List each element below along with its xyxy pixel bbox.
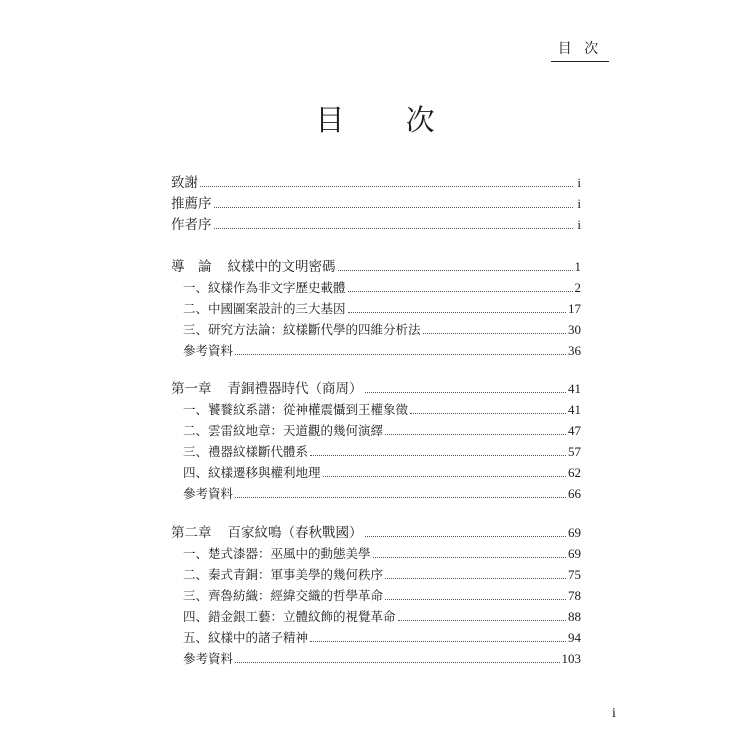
toc-section[interactable] <box>171 462 581 482</box>
toc-entry-page: 41 <box>568 381 581 396</box>
dot-leader <box>338 270 573 271</box>
toc-entry-page: 66 <box>568 486 581 501</box>
dot-leader <box>365 392 567 393</box>
section-title: 四、錯金銀工藝：立體紋飾的視覺革命 <box>183 609 396 624</box>
dot-leader <box>235 662 559 663</box>
section-title: 一、楚式漆器：巫風中的動態美學 <box>183 546 371 561</box>
toc-entry-page: 17 <box>568 301 581 316</box>
toc-references[interactable] <box>171 340 581 360</box>
dot-leader <box>385 434 566 435</box>
chapter-title: 紋樣中的文明密碼 <box>227 259 336 275</box>
dot-leader <box>385 578 566 579</box>
toc-section[interactable] <box>171 627 581 647</box>
section-title: 三、禮器紋樣斷代體系 <box>183 444 309 459</box>
toc-references[interactable] <box>171 648 581 668</box>
toc-chapter-1[interactable] <box>171 378 581 398</box>
toc-entry-page: i <box>577 175 581 190</box>
toc-entry-page: i <box>577 196 581 211</box>
section-title: 二、雲雷紋地章：天道觀的幾何演繹 <box>183 423 384 438</box>
toc-entry-page: 69 <box>568 546 581 561</box>
toc-section[interactable] <box>171 543 581 563</box>
dot-leader <box>348 312 566 313</box>
toc-chapter-2[interactable] <box>171 522 581 542</box>
chapter-label: 導 論 <box>171 259 212 275</box>
toc-entry-foreword[interactable] <box>171 193 581 213</box>
section-title: 四、紋樣遷移與權利地理 <box>183 465 321 480</box>
dot-leader <box>385 599 566 600</box>
section-title: 三、齊魯紡織：經緯交織的哲學革命 <box>183 588 384 603</box>
toc-entry-page: 47 <box>568 423 581 438</box>
toc-entry-page: 94 <box>568 630 581 645</box>
section-title: 三、研究方法論：紋樣斷代學的四維分析法 <box>183 322 421 337</box>
toc-entry-page: 62 <box>568 465 581 480</box>
dot-leader <box>373 557 566 558</box>
toc-section[interactable] <box>171 441 581 461</box>
toc-entry-preface[interactable] <box>171 214 581 234</box>
dot-leader <box>323 476 566 477</box>
toc-section[interactable] <box>171 585 581 605</box>
dot-leader <box>423 333 566 334</box>
toc-entry-page: 1 <box>574 259 581 274</box>
dot-leader <box>235 497 566 498</box>
section-title: 一、饕餮紋系譜：從神權震懾到王權象徵 <box>183 402 409 417</box>
section-title: 二、秦式青銅：軍事美學的幾何秩序 <box>183 567 384 582</box>
chapter-label: 第二章 <box>171 525 212 541</box>
section-title: 五、紋樣中的諸子精神 <box>183 630 309 645</box>
toc-section[interactable] <box>171 298 581 318</box>
toc-section[interactable] <box>171 564 581 584</box>
section-title: 參考資料 <box>183 486 234 501</box>
toc-entry-page: 78 <box>568 588 581 603</box>
toc-references[interactable] <box>171 483 581 503</box>
dot-leader <box>214 228 574 229</box>
toc-entry-page: i <box>577 217 581 232</box>
dot-leader <box>410 413 566 414</box>
toc-entry-page: 41 <box>568 402 581 417</box>
toc-entry-page: 75 <box>568 567 581 582</box>
section-title: 參考資料 <box>183 651 234 666</box>
section-title: 一、紋樣作為非文字歷史載體 <box>183 280 346 295</box>
toc-section[interactable] <box>171 420 581 440</box>
table-of-contents <box>171 0 581 750</box>
toc-entry-page: 57 <box>568 444 581 459</box>
dot-leader <box>310 455 566 456</box>
toc-section[interactable] <box>171 277 581 297</box>
toc-entry-page: 69 <box>568 525 581 540</box>
page-number: i <box>612 706 616 721</box>
dot-leader <box>365 536 567 537</box>
toc-entry-page: 36 <box>568 343 581 358</box>
chapter-title: 青銅禮器時代（商周） <box>227 381 363 397</box>
toc-entry-title: 推薦序 <box>171 196 212 212</box>
toc-entry-page: 103 <box>561 651 581 666</box>
toc-section[interactable] <box>171 319 581 339</box>
running-head: 目 次 <box>557 41 603 57</box>
dot-leader <box>310 641 566 642</box>
chapter-label: 第一章 <box>171 381 212 397</box>
section-title: 二、中國圖案設計的三大基因 <box>183 301 346 316</box>
dot-leader <box>214 207 574 208</box>
toc-entry-title: 致謝 <box>171 175 198 191</box>
dot-leader <box>200 186 573 187</box>
toc-entry-acknowledgements[interactable] <box>171 172 581 192</box>
chapter-title: 百家紋鳴（春秋戰國） <box>227 525 363 541</box>
page-title: 目 次 <box>315 103 461 137</box>
dot-leader <box>398 620 566 621</box>
section-title: 參考資料 <box>183 343 234 358</box>
dot-leader <box>348 291 573 292</box>
toc-entry-title: 作者序 <box>171 217 212 233</box>
toc-entry-page: 88 <box>568 609 581 624</box>
toc-section[interactable] <box>171 399 581 419</box>
toc-entry-page: 2 <box>574 280 581 295</box>
dot-leader <box>235 354 566 355</box>
toc-entry-page: 30 <box>568 322 581 337</box>
toc-chapter-introduction[interactable] <box>171 256 581 276</box>
toc-section[interactable] <box>171 606 581 626</box>
